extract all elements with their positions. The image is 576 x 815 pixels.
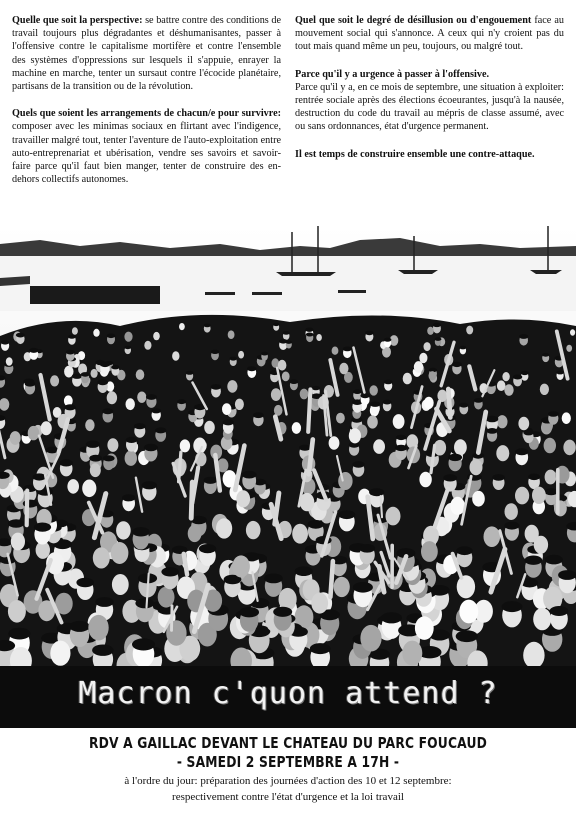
rdv-location: RDV A GAILLAC DEVANT LE CHATEAU DU PARC FOUCAUD: [89, 734, 487, 752]
crowd-photo: [0, 226, 576, 670]
text-columns: [12, 14, 564, 200]
left-paragraph-2: [12, 107, 281, 186]
right-paragraph-1: [295, 14, 564, 54]
left-paragraph-1: [12, 14, 281, 93]
right-paragraph-3-heading: Il est temps de construire ensemble une contre-attaque.: [295, 148, 535, 160]
event-footer: [0, 734, 576, 804]
right-paragraph-2: [295, 68, 564, 134]
rdv-date: - SAMEDI 2 SEPTEMBRE A 17H -: [176, 753, 400, 771]
right-paragraph-1-body: face au mouvement social qui s'annonce. A ceux qui n'y croient pas du tout mais quand même un peu, toujours, ou malgré tout.: [295, 15, 564, 53]
left-column: [12, 14, 281, 200]
right-paragraph-3: [295, 148, 564, 161]
agenda-line-2: respectivement contre l'état d'urgence et la loi travail: [172, 791, 404, 803]
slogan-banner: [0, 666, 576, 728]
agenda-line-1: à l'ordre du jour: préparation des journées d'action des 10 et 12 septembre:: [124, 775, 452, 787]
crowd-photo-image: [0, 226, 576, 670]
left-paragraph-2-body: composer avec les minimas sociaux en flirtant avec l'indigence, travailler malgré tout, tenter l'aventure de l'auto-exploitation entre auto-entreprenariat et ubérisation, vendre ses savoirs et savoir-faire parce qu'il faut bien manger, tenter de construire des en-dehors collectifs autonomes.: [12, 121, 281, 186]
left-paragraph-1-body: se battre contre des conditions de travail toujours plus dégradantes et déshumanisantes, passer à l'offensive contre le capitalisme mortifère et contre l'ensemble des systèmes d'oppressions sur lesquels il s'appuie, enrayer la machine en marche, tenter un sursaut contre l'écocide planétaire, partisans de la transition ou de la révolution.: [12, 15, 281, 93]
left-paragraph-1-heading: Quelle que soit la perspective:: [12, 15, 143, 26]
slogan-text: Macron c'quon attend ?: [78, 676, 498, 711]
left-paragraph-2-heading: Quels que soient les arrangements de chacun/e pour survivre:: [12, 108, 281, 120]
right-paragraph-2-body: Parce qu'il y a, en ce mois de septembre, une situation à exploiter: rentrée sociale après des élections écoeurantes, jusqu'à la nausée, destruction du code du travail au mépris de classe assumé, avec ou sans ordonnances, état d'urgence permanent.: [295, 81, 564, 133]
right-paragraph-1-heading: Quel que soit le degré de désillusion ou d'engouement: [295, 15, 532, 26]
right-column: [295, 14, 564, 200]
right-paragraph-2-heading: Parce qu'il y a urgence à passer à l'offensive.: [295, 68, 490, 80]
